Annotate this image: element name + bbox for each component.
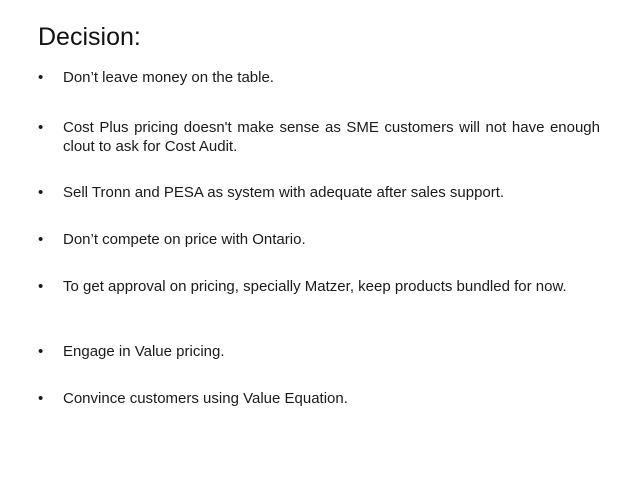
bullet-text: To get approval on pricing, specially Matzer, keep products bundled for now. bbox=[63, 278, 567, 295]
bullet-item bbox=[38, 68, 600, 87]
bullet-text: Convince customers using Value Equation. bbox=[63, 390, 348, 407]
bullet-item bbox=[38, 389, 600, 408]
bullet-icon: • bbox=[38, 184, 44, 201]
bullet-icon: • bbox=[38, 390, 44, 407]
bullet-item bbox=[38, 277, 600, 296]
bullet-icon: • bbox=[38, 231, 44, 248]
bullet-text: Sell Tronn and PESA as system with adequate after sales support. bbox=[63, 184, 505, 201]
bullet-text: Engage in Value pricing. bbox=[63, 343, 225, 360]
bullet-icon: • bbox=[38, 119, 44, 136]
bullet-icon: • bbox=[38, 69, 44, 86]
bullet-item bbox=[38, 230, 600, 249]
bullet-icon: • bbox=[38, 278, 44, 295]
bullet-item bbox=[38, 118, 600, 156]
bullet-text: Don’t leave money on the table. bbox=[63, 69, 274, 86]
bullet-item bbox=[38, 342, 600, 361]
bullet-text: Don’t compete on price with Ontario. bbox=[63, 231, 306, 248]
slide-title: Decision: bbox=[38, 23, 141, 51]
bullet-icon: • bbox=[38, 343, 44, 360]
bullet-item bbox=[38, 183, 600, 202]
bullet-text: Cost Plus pricing doesn't make sense as SME customers will not have enough clout to ask for Cost Audit. bbox=[63, 119, 600, 155]
